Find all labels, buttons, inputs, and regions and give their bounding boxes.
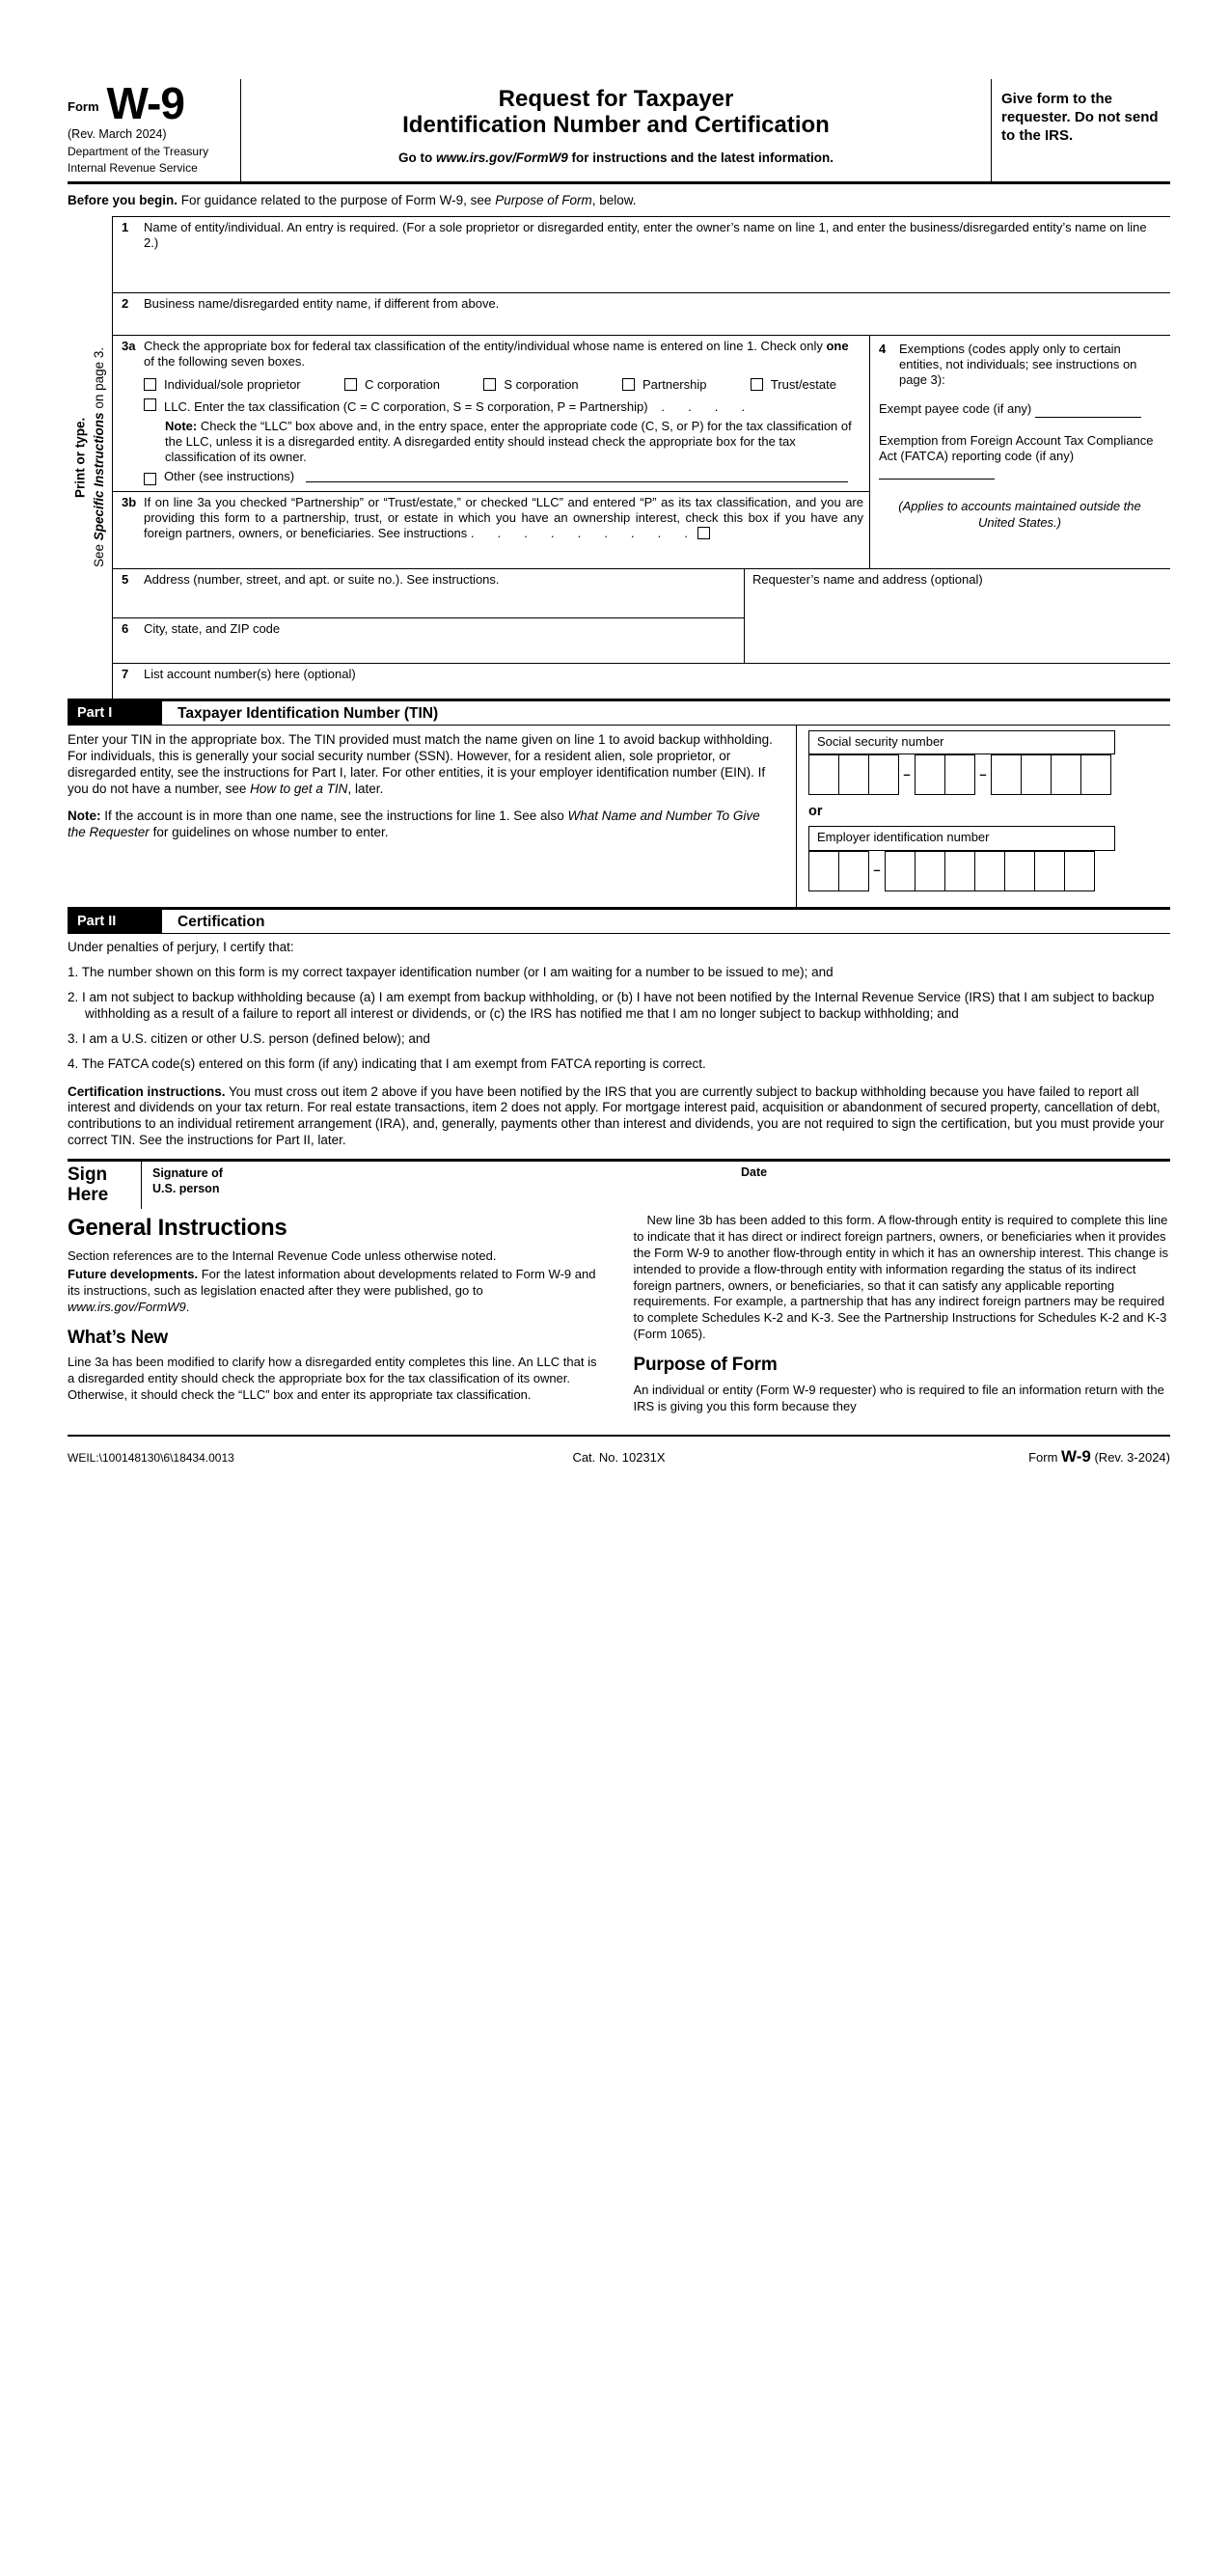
ein-dash: – [873, 863, 881, 878]
page-footer [68, 1435, 1170, 1466]
ssn-digit-box[interactable] [838, 754, 869, 795]
line-3b-content [144, 492, 869, 568]
line-4-header [870, 339, 1161, 389]
specific-instructions-text: Specific Instructions [92, 412, 106, 540]
catalog-number: Cat. No. 10231X [572, 1449, 666, 1465]
tin-note-bold: Note: [68, 808, 101, 824]
line-2-business-name-field[interactable] [144, 293, 1170, 335]
header-title-block [241, 79, 991, 181]
part-2-badge: Part II [68, 910, 162, 933]
ssn-dash: – [903, 767, 911, 781]
department-label: Department of the Treasury [68, 144, 209, 158]
line-3a-intro-bold: one [826, 338, 849, 353]
line-4-exemptions-column [869, 336, 1170, 568]
lines-5-6-block [113, 568, 1170, 663]
ein-digit-box[interactable] [838, 851, 869, 891]
ein-digit-box[interactable] [1034, 851, 1065, 891]
purpose-of-form-title: Purpose of Form [633, 1355, 778, 1376]
part-1-badge: Part I [68, 701, 162, 725]
date-field[interactable] [741, 1162, 767, 1209]
line-7-account-numbers-field[interactable] [144, 664, 1170, 699]
requester-label: Requester’s name and address (optional) [752, 571, 983, 587]
exempt-payee-code-row [879, 401, 1161, 417]
ssn-digit-box[interactable] [944, 754, 975, 795]
checkbox-s-corp-icon[interactable] [483, 378, 496, 391]
signature-block [68, 1159, 1170, 1209]
before-post: , below. [591, 192, 637, 207]
line-7-row [113, 663, 1170, 699]
line-1-name-field[interactable] [144, 217, 1170, 292]
part-2-header [68, 907, 1170, 934]
what-name-ref: What Name and Number To Give the Requester [68, 808, 760, 840]
checkbox-llc-row [144, 398, 861, 415]
tin-text-pre: Enter your TIN in the appropriate box. The TIN provided must match the name given on line 1 to avoid backup withholding. For individuals, this is generally your social security number (SSN). However, for a resident alien, sole proprietor, or disregarded entity, see the instructions for Part I, later. For other entities, it is your employer identification number (EIN). If you do not have a number, see [68, 731, 773, 796]
checkbox-c-corporation[interactable] [344, 377, 440, 393]
line-1-row [113, 217, 1170, 292]
checkbox-other-icon[interactable] [144, 473, 156, 485]
goto-instructions-line [255, 151, 977, 167]
future-developments-post: . [185, 1299, 190, 1314]
form-word: Form [68, 98, 99, 114]
certification-item-3: 3. I am a U.S. citizen or other U.S. person (defined below); and [68, 1030, 430, 1046]
future-developments-paragraph [68, 1267, 605, 1316]
part-2-body [68, 934, 1170, 1159]
line-2-row [113, 292, 1170, 335]
print-or-type-vertical-label [68, 216, 112, 699]
checkbox-c-corp-label: C corporation [364, 377, 441, 392]
goto-pre-text: Go to [397, 150, 436, 165]
checkbox-individual-icon[interactable] [144, 378, 156, 391]
part-1-body [68, 726, 1170, 907]
future-developments-bold: Future developments. [68, 1267, 199, 1282]
instructions-left-column [68, 1213, 605, 1417]
here-word: Here [68, 1185, 109, 1206]
line-7-label: List account number(s) here (optional) [144, 666, 356, 681]
form-entry-table [68, 216, 1170, 701]
checkbox-llc-icon[interactable] [144, 398, 156, 411]
goto-post-text: for instructions and the latest information. [567, 150, 834, 165]
document-control-number: WEIL:\100148130\6\18434.0013 [68, 1450, 234, 1465]
purpose-of-form-ref: Purpose of Form [495, 192, 592, 207]
tin-boxes-column [796, 726, 1170, 907]
checkbox-partnership[interactable] [622, 377, 706, 393]
sign-here-label [68, 1162, 141, 1209]
line-5-number: 5 [122, 571, 129, 587]
ein-digit-box[interactable] [885, 851, 916, 891]
ssn-digit-box[interactable] [991, 754, 1022, 795]
checkbox-trust-estate-icon[interactable] [751, 378, 763, 391]
line-3b-row [113, 491, 869, 568]
line-7-number: 7 [122, 666, 129, 681]
line-3a-intro-pre: Check the appropriate box for federal tax classification of the entity/individual whose name is entered on line 1. Check only [144, 338, 827, 353]
ein-digit-box[interactable] [808, 851, 839, 891]
fatca-code-field[interactable] [879, 466, 995, 480]
ssn-label-box: Social security number [808, 730, 1115, 754]
footer-form-number: W-9 [1061, 1446, 1091, 1466]
section-references-paragraph: Section references are to the Internal Revenue Code unless otherwise noted. [68, 1248, 497, 1264]
line-6-city-state-zip-field[interactable] [144, 618, 744, 663]
certification-intro: Under penalties of perjury, I certify that: [68, 940, 294, 955]
signature-field[interactable] [141, 1162, 741, 1209]
line-4-body [870, 388, 1161, 531]
form-title-line2: Identification Number and Certification [402, 111, 830, 138]
checkbox-trust-estate-label: Trust/estate [770, 377, 836, 392]
line-3a-number: 3a [122, 338, 136, 353]
line-1-number: 1 [122, 219, 129, 234]
give-form-notice: Give form to the requester. Do not send to the IRS. [991, 79, 1170, 181]
part-2-title: Certification [178, 913, 265, 930]
certification-instructions-text: You must cross out item 2 above if you have been notified by the IRS that you are currently subject to backup withholding because you have failed to report all interest and dividends on your tax return. For real estate transactions, item 2 does not apply. For mortgage interest paid, acquisition or abandonment of secured property, cancellation of debt, contributions to an individual retirement arrangement (IRA), and, generally, payments other than interest and dividends, you are not required to sign the certification, but you must provide your correct TIN. See the instructions for Part II, later. [68, 1083, 1164, 1148]
whats-new-title: What’s New [68, 1327, 168, 1348]
fatca-code-label: Exemption from Foreign Account Tax Compliance Act (FATCA) reporting code (if any) [879, 432, 1154, 463]
ein-digit-box[interactable] [915, 851, 945, 891]
form-number: W-9 [106, 78, 184, 128]
checkbox-s-corporation[interactable] [483, 377, 578, 393]
line-3b-dot-leaders: . . . . . . . . . [470, 526, 698, 540]
tin-text-post: , later. [347, 781, 384, 796]
ssn-digit-box[interactable] [868, 754, 899, 795]
before-you-begin-line [68, 193, 1170, 209]
irs-url-link[interactable]: www.irs.gov/FormW9 [435, 150, 568, 165]
ssn-dash: – [979, 767, 987, 781]
ssn-input-row [808, 754, 1170, 795]
line-3b-text: If on line 3a you checked “Partnership” or “Trust/estate,” or checked “LLC” and entered “P” as its tax classification, and you are providing this form to a partnership, trust, or estate in which you have an ownership interest, check this box if you have any foreign partners, owners, or beneficiaries. See instructions [144, 494, 863, 540]
ein-label-box: Employer identification number [808, 826, 1115, 850]
lines-3-4-block [113, 335, 1170, 568]
certification-item-1: 1. The number shown on this form is my correct taxpayer identification number (or I am waiting for a number to be issued to me); and [68, 965, 834, 980]
before-text: For guidance related to the purpose of Form W-9, see [178, 192, 496, 207]
form-header [68, 79, 1170, 184]
line-2-label: Business name/disregarded entity name, if different from above. [144, 295, 500, 311]
fatca-code-row [879, 433, 1161, 480]
tax-classification-checkboxes [144, 377, 861, 393]
print-or-type-text: Print or type. [72, 416, 88, 498]
future-developments-text: For the latest information about developments related to Form W-9 and its instructions, such as legislation enacted after they were published, go to [68, 1267, 596, 1298]
general-instructions-section [68, 1213, 1170, 1417]
tin-note-mid: If the account is in more than one name, see the instructions for line 1. See also [100, 808, 568, 824]
checkbox-other-row [144, 469, 861, 484]
checkbox-s-corp-label: S corporation [504, 377, 579, 392]
line-6-label: City, state, and ZIP code [144, 620, 281, 636]
ssn-digit-box[interactable] [808, 754, 839, 795]
line-5-label: Address (number, street, and apt. or suite no.). See instructions. [144, 571, 500, 587]
general-instructions-title: General Instructions [68, 1215, 287, 1241]
llc-dot-leaders: . . . . [647, 399, 747, 415]
form-rows [112, 216, 1170, 699]
how-to-get-tin-ref: How to get a TIN [250, 781, 348, 796]
form-title-line1: Request for Taxpayer [498, 86, 734, 112]
tin-note-post: for guidelines on whose number to enter. [149, 825, 389, 840]
on-page-text: on page 3. [92, 346, 106, 412]
lines-5-6-column [113, 569, 745, 663]
footer-revision: (Rev. 3-2024) [1090, 1449, 1170, 1465]
exempt-payee-code-field[interactable] [1035, 404, 1141, 418]
ein-digit-box[interactable] [1004, 851, 1035, 891]
form-number-line [68, 78, 232, 128]
us-person-label: U.S. person [152, 1182, 220, 1196]
line-6-number: 6 [122, 620, 129, 636]
future-developments-url[interactable]: www.irs.gov/FormW9 [68, 1299, 186, 1314]
checkbox-other-label: Other (see instructions) [164, 469, 295, 484]
requester-name-address-field[interactable] [745, 569, 1170, 663]
part-1-header [68, 701, 1170, 726]
whats-new-paragraph: Line 3a has been modified to clarify how a disregarded entity completes this line. An LLC that is a disregarded entity should check the appropriate box for the tax classification of its owner. Otherwise, it should check the “LLC” box and enter its appropriate tax classification. [68, 1355, 597, 1403]
ssn-digit-box[interactable] [1051, 754, 1081, 795]
ssn-digit-box[interactable] [1080, 754, 1111, 795]
or-label: or [808, 804, 823, 820]
line-2-number: 2 [122, 295, 129, 311]
line-5-row [113, 569, 744, 617]
part-1-instructions [68, 726, 796, 907]
line-1-label: Name of entity/individual. An entry is required. (For a sole proprietor or disregarded entity, enter the owner’s name on line 1, and enter the business/disregarded entity’s name on line 2.) [144, 219, 1147, 250]
line-3a-row [113, 336, 869, 491]
lines-3a-3b-column [113, 336, 869, 568]
ssn-digit-box[interactable] [915, 754, 945, 795]
checkbox-individual-sole-proprietor[interactable] [144, 377, 301, 393]
form-revision: (Rev. March 2024) [68, 127, 167, 141]
before-bold: Before you begin. [68, 192, 178, 207]
sign-word: Sign [68, 1165, 108, 1185]
ssn-digit-box[interactable] [1021, 754, 1052, 795]
llc-note-bold: Note: [165, 418, 198, 433]
applies-note: (Applies to accounts maintained outside the United States.) [898, 499, 1141, 530]
new-line-3b-paragraph: New line 3b has been added to this form. A flow-through entity is required to complete this line to indicate that it has direct or indirect foreign partners, owners, or beneficiaries when it provides the Form W-9 to another flow-through entity in which it has an ownership interest. This change is intended to provide a flow-through entity with information regarding the status of its indirect foreign partners, owners, or beneficiaries, so that it can satisfy any applicable reporting requirements. For example, a partnership that has any indirect foreign partners may be required to complete Schedules K-2 and K-3. See the Partnership Instructions for Schedules K-2 and K-3 (Form 1065). [633, 1213, 1168, 1342]
checkbox-c-corp-icon[interactable] [344, 378, 357, 391]
tin-note-paragraph [68, 808, 780, 841]
certification-instructions [68, 1084, 1170, 1150]
see-text: See [92, 539, 106, 567]
ein-digit-box[interactable] [1064, 851, 1095, 891]
line-6-row [113, 617, 744, 663]
llc-note [165, 419, 861, 466]
line-4-number: 4 [879, 341, 887, 356]
date-label: Date [741, 1165, 768, 1179]
ein-input-row [808, 851, 1170, 891]
line-4-title: Exemptions (codes apply only to certain entities, not individuals; see instructions on page 3): [899, 341, 1137, 387]
form-title [255, 87, 977, 139]
checkbox-partnership-label: Partnership [642, 377, 707, 392]
llc-note-text: Check the “LLC” box above and, in the entry space, enter the appropriate code (C, S, or P) for the tax classification of the LLC, unless it is a disregarded entity. A disregarded entity should instead check the appropriate box for the tax classification of its owner. [165, 418, 852, 464]
line-3b-number: 3b [122, 494, 137, 509]
certification-instructions-bold: Certification instructions. [68, 1083, 226, 1099]
ein-digit-box[interactable] [974, 851, 1005, 891]
purpose-of-form-paragraph: An individual or entity (Form W-9 requester) who is required to file an information return with the IRS is giving you this form because they [633, 1382, 1164, 1413]
line-3a-intro [144, 339, 861, 370]
checkbox-foreign-partners-icon[interactable] [697, 527, 710, 539]
checkbox-individual-label: Individual/sole proprietor [164, 377, 301, 392]
exempt-payee-code-label: Exempt payee code (if any) [879, 401, 1032, 417]
other-entry-line[interactable] [306, 481, 848, 482]
line-5-address-field[interactable] [144, 569, 744, 617]
checkbox-trust-estate[interactable] [751, 377, 836, 393]
header-left-block [68, 79, 241, 181]
instructions-right-column [634, 1213, 1171, 1417]
side-strip [68, 216, 112, 699]
certification-item-2: 2. I am not subject to backup withholding because (a) I am exempt from backup withholding, or (b) I have not been notified by the Internal Revenue Service (IRS) that I am subject to backup withholding as a result of a failure to report all interest or dividends, or (c) the IRS has notified me that I am no longer subject to backup withholding; and [68, 990, 1155, 1021]
part-1-title: Taxpayer Identification Number (TIN) [178, 704, 439, 722]
checkbox-llc-label: LLC. Enter the tax classification (C = C corporation, S = S corporation, P = Partnership) [164, 399, 648, 415]
ein-digit-box[interactable] [944, 851, 975, 891]
service-label: Internal Revenue Service [68, 160, 198, 175]
footer-form-word: Form [1028, 1449, 1062, 1465]
tin-instructions-paragraph [68, 732, 780, 798]
form-footer-id [666, 1446, 1170, 1466]
signature-of-label: Signature of [152, 1166, 223, 1180]
line-3a-intro-post: of the following seven boxes. [144, 353, 305, 369]
checkbox-partnership-icon[interactable] [622, 378, 635, 391]
certification-item-4: 4. The FATCA code(s) entered on this form (if any) indicating that I am exempt from FATCA reporting is correct. [68, 1055, 706, 1071]
line-3a-content [144, 336, 869, 491]
